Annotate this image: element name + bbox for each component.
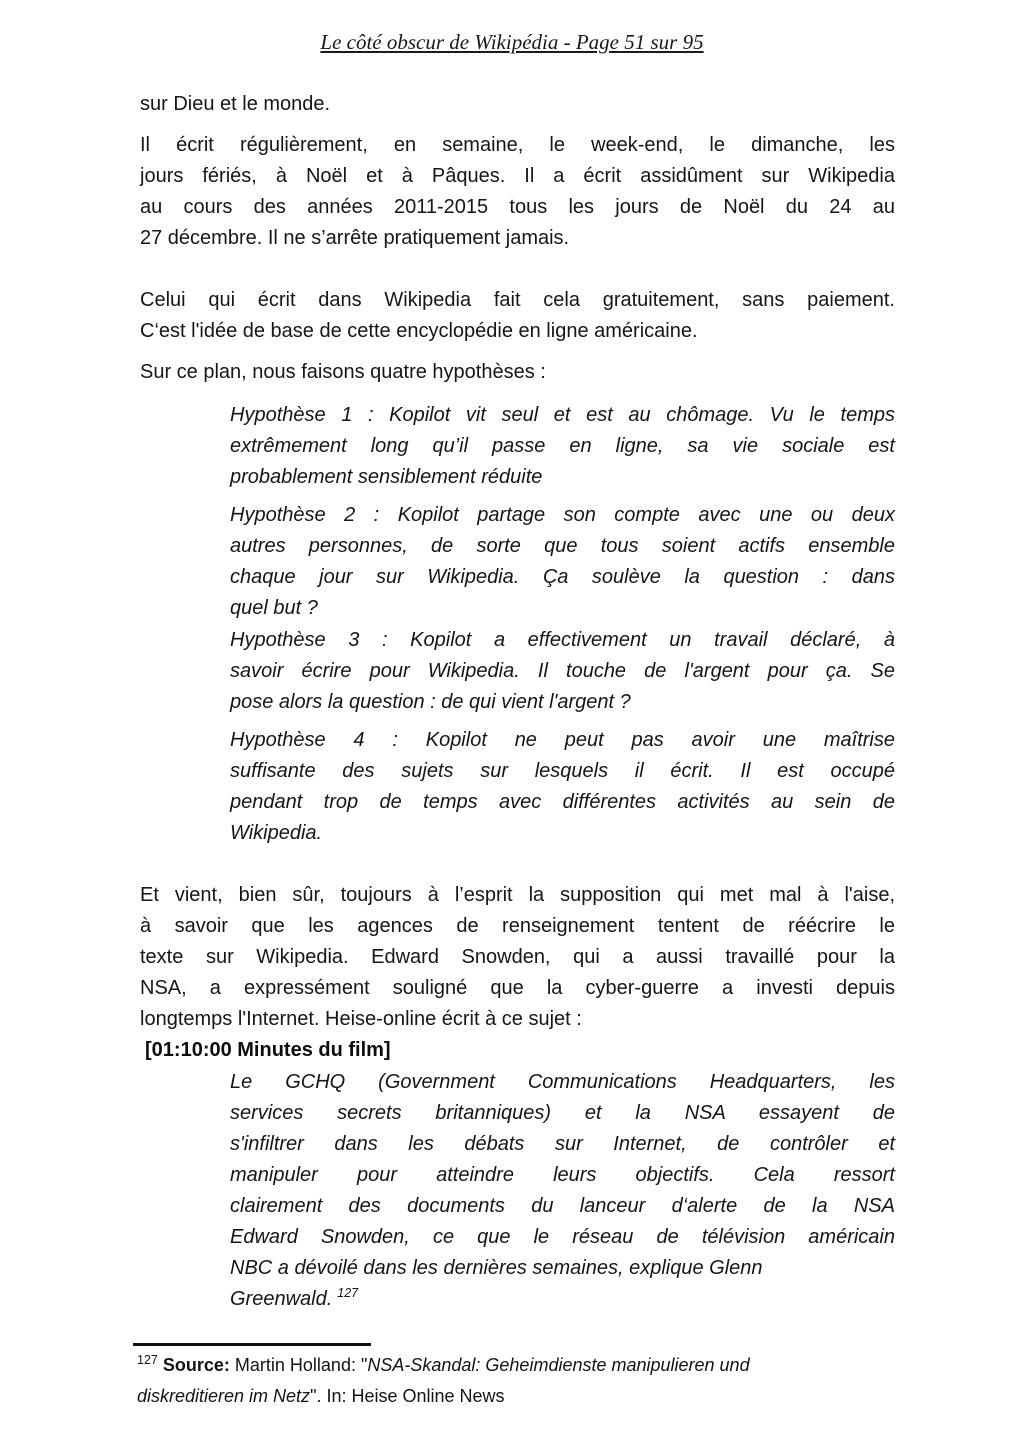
footnote-title: NSA-Skandal: Geheimdienste manipulieren und diskreditieren im Netz bbox=[137, 1355, 750, 1406]
footnote-127 bbox=[137, 1350, 817, 1412]
paragraph-free-writing: Celui qui écrit dans Wikipedia fait cela gratuitement, sans paiement. C‘est l'idée de base de cette encyclopédie en ligne américaine. bbox=[140, 289, 895, 342]
footnote-author: Martin Holland: " bbox=[229, 1355, 368, 1375]
footnote-marker: 127 bbox=[137, 1353, 158, 1367]
film-timestamp-heading: [01:10:00 Minutes du film] bbox=[145, 1039, 391, 1061]
footnote-publication: ". In: Heise Online News bbox=[310, 1386, 505, 1406]
hypothesis-block-1: Hypothèse 1 : Kopilot vit seul et est au chômage. Vu le temps extrêmement long qu’il passe en ligne, sa vie sociale est probablement sensiblement réduite bbox=[230, 404, 895, 488]
paragraph-hypotheses-intro: Sur ce plan, nous faisons quatre hypothèses : bbox=[140, 361, 546, 383]
hypothesis-block-3: Hypothèse 3 : Kopilot a effectivement un travail déclaré, à savoir écrire pour Wikipedia. Il touche de l'argent pour ça. Se pose alors la question : de qui vient l'argent ? bbox=[230, 629, 895, 713]
paragraph-intro: sur Dieu et le monde. bbox=[140, 93, 331, 115]
block-quote-last-line bbox=[230, 1284, 895, 1315]
block-quote-gchq bbox=[230, 1067, 895, 1315]
footnote-separator bbox=[133, 1343, 371, 1346]
paragraph-intelligence-agencies: Et vient, bien sûr, toujours à l’esprit la supposition qui met mal à l'aise, à savoir que les agences de renseignement tentent de réécrire le texte sur Wikipedia. Edward Snowden, qui a aussi travaillé pour la NSA, a expressément souligné que la cyber-guerre a investi depuis longtemps l'Internet. Heise-online écrit à ce sujet : bbox=[140, 884, 895, 1030]
hypothesis-block-4: Hypothèse 4 : Kopilot ne peut pas avoir une maîtrise suffisante des sujets sur lesquels il écrit. Il est occupé pendant trop de temps avec différentes activités au sein de Wikipedia. bbox=[230, 729, 895, 844]
hypothesis-block-2: Hypothèse 2 : Kopilot partage son compte avec une ou deux autres personnes, de sorte que tous soient actifs ensemble chaque jour sur Wikipedia. Ça soulève la question : dans quel but ? bbox=[230, 504, 895, 619]
footnote-reference-127: 127 bbox=[337, 1286, 359, 1301]
page-header: Le côté obscur de Wikipédia - Page 51 sur 95 bbox=[320, 30, 704, 54]
footnote-source-label: Source: bbox=[162, 1355, 230, 1375]
block-quote-lines: Le GCHQ (Government Communications Headquarters, les services secrets britanniques) et la NSA essayent de s'infiltrer dans les débats sur Internet, de contrôler et manipuler pour atteindre leurs objectifs. Cela ressort clairement des documents du lanceur d‘alerte de la NSA Edward Snowden, ce que le réseau de télévision américain NBC a dévoilé dans les dernières semaines, explique Glenn bbox=[230, 1071, 895, 1279]
paragraph-writing-schedule: Il écrit régulièrement, en semaine, le week-end, le dimanche, les jours fériés, à Noël et à Pâques. Il a écrit assidûment sur Wikipedia au cours des années 2011-2015 tous les jours de Noël du 24 au 27 décembre. Il ne s’arrête pratiquement jamais. bbox=[140, 134, 895, 249]
quote-last-text: Greenwald. bbox=[230, 1288, 333, 1310]
